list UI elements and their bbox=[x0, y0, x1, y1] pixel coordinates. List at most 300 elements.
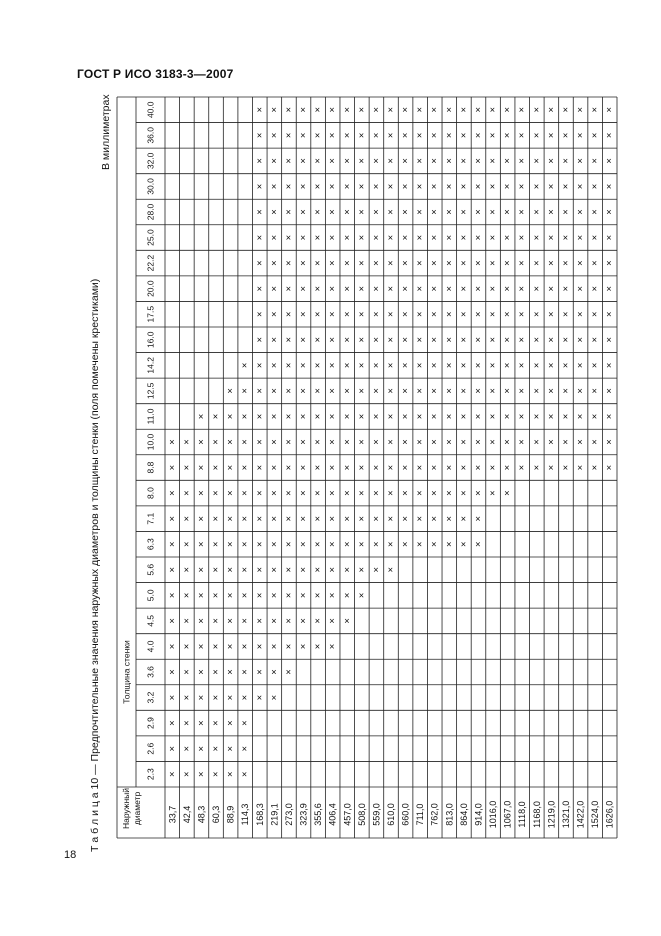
diameter-label: 559,0 bbox=[371, 803, 382, 826]
cell-mark: × bbox=[487, 464, 499, 471]
cell-mark: × bbox=[472, 515, 484, 522]
cell-mark: × bbox=[443, 439, 455, 445]
cell-mark: × bbox=[531, 132, 543, 139]
cell-mark: × bbox=[254, 388, 266, 394]
cell-mark: × bbox=[472, 209, 484, 215]
cell-mark: × bbox=[516, 106, 528, 113]
cell-mark: × bbox=[254, 439, 266, 445]
cell-mark: × bbox=[487, 336, 499, 343]
cell-mark: × bbox=[298, 183, 310, 190]
diameter-label: 60,3 bbox=[211, 805, 222, 824]
cell-mark: × bbox=[327, 234, 339, 241]
cell-mark: × bbox=[254, 566, 266, 573]
cell-mark: × bbox=[356, 464, 368, 471]
cell-mark: × bbox=[458, 388, 470, 394]
cell-mark: × bbox=[210, 643, 222, 650]
cell-mark: × bbox=[487, 132, 499, 139]
cell-mark: × bbox=[589, 132, 601, 139]
cell-mark: × bbox=[210, 720, 222, 726]
cell-mark: × bbox=[560, 362, 572, 369]
cell-mark: × bbox=[268, 592, 280, 599]
cell-mark: × bbox=[225, 745, 237, 752]
cell-mark: × bbox=[298, 234, 310, 241]
cell-mark: × bbox=[370, 183, 382, 190]
cell-mark: × bbox=[429, 234, 441, 241]
cell-mark: × bbox=[531, 439, 543, 445]
cell-mark: × bbox=[443, 541, 455, 548]
cell-mark: × bbox=[268, 694, 280, 701]
cell-mark: × bbox=[254, 643, 266, 650]
cell-mark: × bbox=[545, 413, 557, 420]
cell-mark: × bbox=[341, 106, 353, 113]
cell-mark: × bbox=[166, 464, 178, 471]
cell-mark: × bbox=[458, 413, 470, 420]
cell-mark: × bbox=[472, 413, 484, 420]
cell-mark: × bbox=[312, 311, 324, 318]
cell-mark: × bbox=[298, 260, 310, 266]
thickness-label: 17.5 bbox=[145, 305, 156, 323]
cell-mark: × bbox=[312, 285, 324, 292]
cell-mark: × bbox=[458, 183, 470, 190]
cell-mark: × bbox=[400, 515, 412, 522]
cell-mark: × bbox=[298, 439, 310, 445]
thickness-label: 10.0 bbox=[145, 433, 156, 451]
cell-mark: × bbox=[356, 439, 368, 445]
cell-mark: × bbox=[589, 234, 601, 241]
cell-mark: × bbox=[210, 490, 222, 496]
cell-mark: × bbox=[443, 209, 455, 215]
cell-mark: × bbox=[327, 132, 339, 139]
diameter-label: 508,0 bbox=[356, 803, 367, 826]
cell-mark: × bbox=[283, 158, 295, 164]
cell-mark: × bbox=[458, 209, 470, 215]
cell-mark: × bbox=[487, 413, 499, 420]
cell-mark: × bbox=[545, 464, 557, 471]
cell-mark: × bbox=[575, 362, 587, 369]
cell-mark: × bbox=[298, 643, 310, 650]
cell-mark: × bbox=[589, 285, 601, 292]
cell-mark: × bbox=[225, 464, 237, 471]
cell-mark: × bbox=[545, 158, 557, 164]
cell-mark: × bbox=[516, 439, 528, 445]
diameter-label: 1524,0 bbox=[590, 800, 601, 829]
cell-mark: × bbox=[298, 413, 310, 420]
thickness-label: 16.0 bbox=[145, 331, 156, 349]
thickness-label: 3.6 bbox=[145, 666, 156, 678]
cell-mark: × bbox=[239, 566, 251, 573]
cell-mark: × bbox=[400, 336, 412, 343]
cell-mark: × bbox=[312, 592, 324, 599]
cell-mark: × bbox=[443, 132, 455, 139]
cell-mark: × bbox=[487, 388, 499, 394]
cell-mark: × bbox=[341, 592, 353, 599]
diameter-label: 914,0 bbox=[473, 803, 484, 826]
cell-mark: × bbox=[487, 260, 499, 266]
cell-mark: × bbox=[268, 439, 280, 445]
cell-mark: × bbox=[298, 490, 310, 496]
cell-mark: × bbox=[370, 541, 382, 548]
cell-mark: × bbox=[560, 132, 572, 139]
cell-mark: × bbox=[268, 515, 280, 522]
cell-mark: × bbox=[268, 362, 280, 369]
cell-mark: × bbox=[312, 234, 324, 241]
cell-mark: × bbox=[516, 464, 528, 471]
cell-mark: × bbox=[370, 515, 382, 522]
cell-mark: × bbox=[254, 209, 266, 215]
cell-mark: × bbox=[298, 566, 310, 573]
cell-mark: × bbox=[356, 541, 368, 548]
cell-mark: × bbox=[458, 439, 470, 445]
cell-mark: × bbox=[545, 183, 557, 190]
cell-mark: × bbox=[589, 336, 601, 343]
cell-mark: × bbox=[283, 234, 295, 241]
cell-mark: × bbox=[516, 388, 528, 394]
diameter-label: 1422,0 bbox=[575, 800, 586, 829]
cell-mark: × bbox=[443, 106, 455, 113]
cell-mark: × bbox=[414, 158, 426, 164]
cell-mark: × bbox=[370, 413, 382, 420]
cell-mark: × bbox=[181, 694, 193, 701]
cell-mark: × bbox=[414, 260, 426, 266]
cell-mark: × bbox=[283, 106, 295, 113]
cell-mark: × bbox=[356, 336, 368, 343]
cell-mark: × bbox=[181, 490, 193, 496]
cell-mark: × bbox=[341, 618, 353, 624]
cell-mark: × bbox=[327, 592, 339, 599]
cell-mark: × bbox=[531, 413, 543, 420]
cell-mark: × bbox=[575, 464, 587, 471]
thickness-label: 2.9 bbox=[145, 717, 156, 730]
thickness-label: 22.2 bbox=[145, 254, 156, 272]
cell-mark: × bbox=[341, 413, 353, 420]
cell-mark: × bbox=[370, 439, 382, 445]
cell-mark: × bbox=[400, 285, 412, 292]
page-number: 18 bbox=[64, 849, 77, 861]
thickness-label: 5.0 bbox=[145, 589, 156, 602]
cell-mark: × bbox=[429, 132, 441, 139]
cell-mark: × bbox=[429, 439, 441, 445]
cell-mark: × bbox=[312, 464, 324, 471]
diameter-label: 1321,0 bbox=[560, 800, 571, 829]
cell-mark: × bbox=[268, 669, 280, 675]
cell-mark: × bbox=[341, 464, 353, 471]
cell-mark: × bbox=[385, 209, 397, 215]
cell-mark: × bbox=[560, 158, 572, 164]
cell-mark: × bbox=[327, 336, 339, 343]
cell-mark: × bbox=[531, 362, 543, 369]
thickness-label: 2.6 bbox=[145, 742, 156, 755]
diameter-label: 114,3 bbox=[240, 803, 251, 826]
cell-mark: × bbox=[181, 771, 193, 778]
cell-mark: × bbox=[268, 336, 280, 343]
diameter-label: 168,3 bbox=[254, 803, 265, 826]
cell-mark: × bbox=[516, 260, 528, 266]
cell-mark: × bbox=[254, 311, 266, 318]
cell-mark: × bbox=[429, 541, 441, 548]
cell-mark: × bbox=[429, 106, 441, 113]
cell-mark: × bbox=[429, 464, 441, 471]
cell-mark: × bbox=[443, 183, 455, 190]
cell-mark: × bbox=[268, 132, 280, 139]
cell-mark: × bbox=[268, 388, 280, 394]
cell-mark: × bbox=[166, 745, 178, 752]
cell-mark: × bbox=[429, 336, 441, 343]
cell-mark: × bbox=[604, 158, 616, 164]
cell-mark: × bbox=[341, 439, 353, 445]
cell-mark: × bbox=[516, 183, 528, 190]
cell-mark: × bbox=[575, 132, 587, 139]
cell-mark: × bbox=[195, 413, 207, 420]
cell-mark: × bbox=[414, 490, 426, 496]
cell-mark: × bbox=[239, 439, 251, 445]
cell-mark: × bbox=[254, 490, 266, 496]
cell-mark: × bbox=[239, 720, 251, 726]
cell-mark: × bbox=[195, 669, 207, 675]
cell-mark: × bbox=[443, 158, 455, 164]
cell-mark: × bbox=[604, 234, 616, 241]
cell-mark: × bbox=[225, 694, 237, 701]
cell-mark: × bbox=[195, 439, 207, 445]
cell-mark: × bbox=[254, 260, 266, 266]
cell-mark: × bbox=[166, 771, 178, 778]
cell-mark: × bbox=[254, 541, 266, 548]
cell-mark: × bbox=[443, 260, 455, 266]
cell-mark: × bbox=[254, 234, 266, 241]
cell-mark: × bbox=[472, 541, 484, 548]
cell-mark: × bbox=[370, 566, 382, 573]
cell-mark: × bbox=[225, 490, 237, 496]
cell-mark: × bbox=[210, 592, 222, 599]
cell-mark: × bbox=[370, 106, 382, 113]
cell-mark: × bbox=[560, 183, 572, 190]
cell-mark: × bbox=[400, 132, 412, 139]
cell-mark: × bbox=[443, 285, 455, 292]
diameter-header: диаметр bbox=[132, 791, 142, 826]
cell-mark: × bbox=[472, 311, 484, 318]
cell-mark: × bbox=[298, 362, 310, 369]
cell-mark: × bbox=[531, 234, 543, 241]
cell-mark: × bbox=[560, 106, 572, 113]
cell-mark: × bbox=[370, 490, 382, 496]
cell-mark: × bbox=[239, 669, 251, 675]
cell-mark: × bbox=[225, 439, 237, 445]
diameter-label: 273,0 bbox=[283, 803, 294, 826]
cell-mark: × bbox=[458, 311, 470, 318]
cell-mark: × bbox=[312, 541, 324, 548]
cell-mark: × bbox=[400, 234, 412, 241]
cell-mark: × bbox=[370, 209, 382, 215]
cell-mark: × bbox=[356, 234, 368, 241]
cell-mark: × bbox=[458, 464, 470, 471]
cell-mark: × bbox=[166, 566, 178, 573]
cell-mark: × bbox=[400, 158, 412, 164]
cell-mark: × bbox=[195, 490, 207, 496]
cell-mark: × bbox=[195, 541, 207, 548]
diameter-label: 610,0 bbox=[386, 803, 396, 826]
thickness-label: 36.0 bbox=[145, 127, 156, 144]
cell-mark: × bbox=[298, 618, 310, 624]
cell-mark: × bbox=[283, 643, 295, 650]
cell-mark: × bbox=[327, 285, 339, 292]
cell-mark: × bbox=[283, 592, 295, 599]
diameter-label: 1118,0 bbox=[517, 801, 528, 828]
cell-mark: × bbox=[254, 362, 266, 369]
cell-mark: × bbox=[225, 541, 237, 548]
cell-mark: × bbox=[472, 183, 484, 190]
cell-mark: × bbox=[225, 618, 237, 624]
diameter-label: 762,0 bbox=[429, 803, 440, 826]
cell-mark: × bbox=[239, 464, 251, 471]
cell-mark: × bbox=[531, 183, 543, 190]
thickness-label: 3.2 bbox=[145, 691, 156, 704]
cell-mark: × bbox=[327, 362, 339, 369]
cell-mark: × bbox=[531, 260, 543, 266]
cell-mark: × bbox=[283, 669, 295, 675]
cell-mark: × bbox=[414, 183, 426, 190]
cell-mark: × bbox=[414, 132, 426, 139]
cell-mark: × bbox=[385, 464, 397, 471]
cell-mark: × bbox=[239, 592, 251, 599]
cell-mark: × bbox=[531, 388, 543, 394]
cell-mark: × bbox=[385, 566, 397, 573]
cell-mark: × bbox=[560, 388, 572, 394]
cell-mark: × bbox=[604, 439, 616, 445]
cell-mark: × bbox=[531, 209, 543, 215]
cell-mark: × bbox=[400, 388, 412, 394]
cell-mark: × bbox=[327, 618, 339, 624]
cell-mark: × bbox=[327, 515, 339, 522]
thickness-label: 30.0 bbox=[145, 178, 156, 195]
cell-mark: × bbox=[414, 234, 426, 241]
cell-mark: × bbox=[195, 643, 207, 650]
cell-mark: × bbox=[516, 234, 528, 241]
cell-mark: × bbox=[195, 745, 207, 752]
cell-mark: × bbox=[502, 158, 514, 164]
cell-mark: × bbox=[414, 439, 426, 445]
cell-mark: × bbox=[181, 439, 193, 445]
cell-mark: × bbox=[312, 260, 324, 266]
cell-mark: × bbox=[283, 311, 295, 318]
cell-mark: × bbox=[312, 413, 324, 420]
cell-mark: × bbox=[195, 592, 207, 599]
cell-mark: × bbox=[502, 132, 514, 139]
cell-mark: × bbox=[516, 209, 528, 215]
cell-mark: × bbox=[210, 413, 222, 420]
cell-mark: × bbox=[210, 515, 222, 522]
cell-mark: × bbox=[589, 413, 601, 420]
cell-mark: × bbox=[166, 720, 178, 726]
cell-mark: × bbox=[502, 106, 514, 113]
cell-mark: × bbox=[327, 260, 339, 266]
cell-mark: × bbox=[254, 158, 266, 164]
cell-mark: × bbox=[239, 515, 251, 522]
cell-mark: × bbox=[502, 311, 514, 318]
thickness-label: 5.6 bbox=[145, 563, 156, 576]
cell-mark: × bbox=[400, 311, 412, 318]
cell-mark: × bbox=[327, 158, 339, 164]
cell-mark: × bbox=[429, 490, 441, 496]
cell-mark: × bbox=[210, 618, 222, 624]
cell-mark: × bbox=[298, 336, 310, 343]
diameter-label: 1168,0 bbox=[531, 801, 542, 828]
cell-mark: × bbox=[560, 439, 572, 445]
cell-mark: × bbox=[195, 618, 207, 624]
cell-mark: × bbox=[283, 413, 295, 420]
cell-mark: × bbox=[472, 336, 484, 343]
cell-mark: × bbox=[283, 183, 295, 190]
thickness-label: 4.5 bbox=[145, 614, 156, 627]
page-header: ГОСТ Р ИСО 3183-3—2007 bbox=[77, 67, 234, 81]
cell-mark: × bbox=[531, 311, 543, 318]
cell-mark: × bbox=[516, 158, 528, 164]
cell-mark: × bbox=[487, 490, 499, 496]
cell-mark: × bbox=[545, 234, 557, 241]
cell-mark: × bbox=[560, 336, 572, 343]
cell-mark: × bbox=[385, 311, 397, 318]
cell-mark: × bbox=[312, 132, 324, 139]
thickness-header: Толщина стенки bbox=[121, 640, 132, 704]
cell-mark: × bbox=[341, 566, 353, 573]
cell-mark: × bbox=[327, 643, 339, 650]
diameter-label: 813,0 bbox=[444, 803, 455, 826]
cell-mark: × bbox=[472, 464, 484, 471]
cell-mark: × bbox=[385, 158, 397, 164]
cell-mark: × bbox=[472, 439, 484, 445]
thickness-label: 40.0 bbox=[145, 101, 156, 119]
cell-mark: × bbox=[327, 183, 339, 190]
cell-mark: × bbox=[516, 413, 528, 420]
cell-mark: × bbox=[181, 618, 193, 624]
cell-mark: × bbox=[589, 311, 601, 318]
cell-mark: × bbox=[239, 745, 251, 752]
diameter-label: 323,9 bbox=[298, 803, 309, 826]
cell-mark: × bbox=[400, 490, 412, 496]
cell-mark: × bbox=[356, 183, 368, 190]
cell-mark: × bbox=[575, 336, 587, 343]
cell-mark: × bbox=[210, 566, 222, 573]
cell-mark: × bbox=[181, 566, 193, 573]
cell-mark: × bbox=[545, 439, 557, 445]
thickness-label: 6.3 bbox=[145, 538, 156, 551]
cell-mark: × bbox=[327, 311, 339, 318]
cell-mark: × bbox=[341, 515, 353, 522]
cell-mark: × bbox=[472, 132, 484, 139]
cell-mark: × bbox=[370, 311, 382, 318]
cell-mark: × bbox=[400, 183, 412, 190]
cell-mark: × bbox=[589, 209, 601, 215]
cell-mark: × bbox=[560, 413, 572, 420]
cell-mark: × bbox=[429, 183, 441, 190]
units-note: В миллиметрах bbox=[100, 94, 112, 170]
cell-mark: × bbox=[575, 388, 587, 394]
cell-mark: × bbox=[589, 183, 601, 190]
cell-mark: × bbox=[225, 720, 237, 726]
cell-mark: × bbox=[312, 336, 324, 343]
cell-mark: × bbox=[385, 234, 397, 241]
cell-mark: × bbox=[516, 362, 528, 369]
thickness-label: 12.5 bbox=[145, 382, 156, 400]
cell-mark: × bbox=[458, 260, 470, 266]
cell-mark: × bbox=[181, 669, 193, 675]
cell-mark: × bbox=[298, 515, 310, 522]
cell-mark: × bbox=[225, 669, 237, 675]
cell-mark: × bbox=[589, 439, 601, 445]
cell-mark: × bbox=[283, 618, 295, 624]
cell-mark: × bbox=[341, 285, 353, 292]
cell-mark: × bbox=[370, 362, 382, 369]
cell-mark: × bbox=[575, 285, 587, 292]
cell-mark: × bbox=[487, 183, 499, 190]
